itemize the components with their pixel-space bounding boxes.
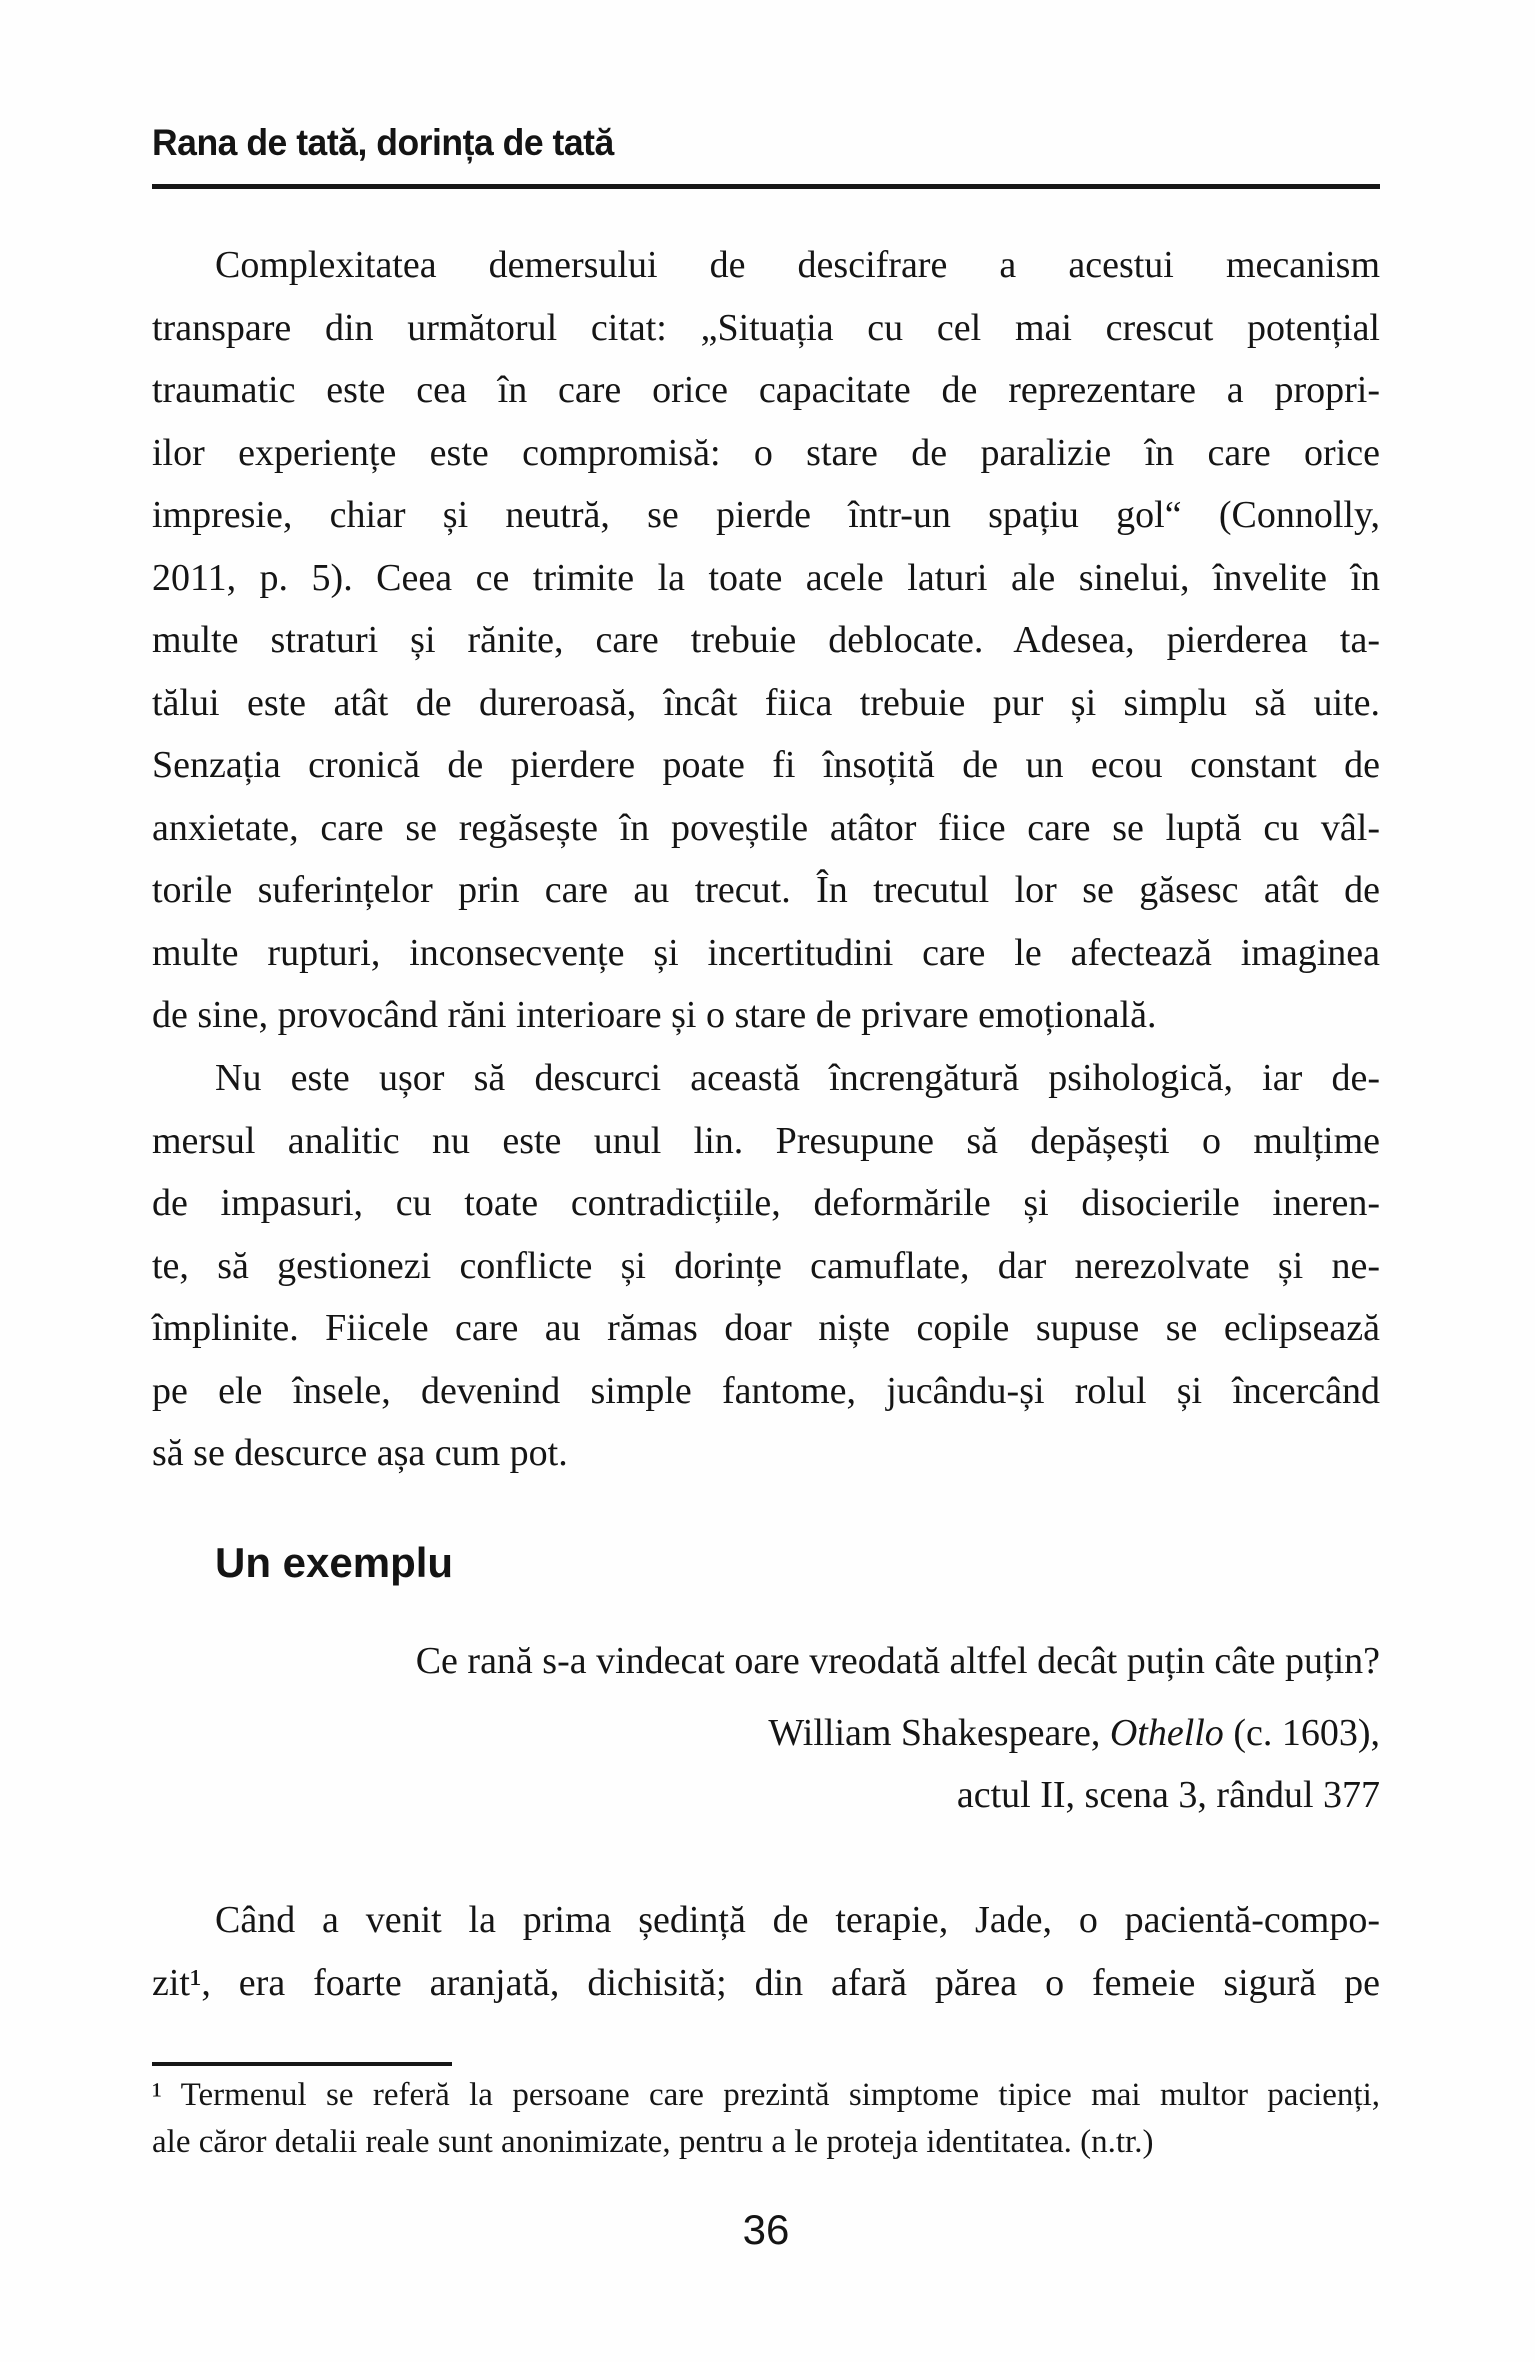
text-line: Când a venit la prima ședință de terapie, Jade, o pacientă-compo-	[215, 1899, 1380, 1941]
text-line: Nu este ușor să descurci această încrengătură psihologică, iar de-	[215, 1057, 1380, 1099]
section-heading: Un exemplu	[215, 1539, 454, 1586]
text-line: ¹ Termenul se referă la persoane care prezintă simptome tipice mai multor pacienți,	[152, 2077, 1380, 2113]
text-line: împlinite. Fiicele care au rămas doar niște copile supuse se eclipsează	[152, 1307, 1380, 1349]
text-line: multe rupturi, inconsecvențe și incertitudini care le afectează imaginea	[152, 931, 1380, 974]
paragraph-nu-este-usor	[152, 1047, 1380, 1485]
epigraph-attribution-location: actul II, scena 3, rândul 377	[956, 1774, 1380, 1816]
text-line: impresie, chiar și neutră, se pierde într-un spațiu gol“ (Connolly,	[152, 494, 1380, 536]
attribution-text: William Shakespeare,	[768, 1712, 1110, 1754]
text-line: zit¹, era foarte aranjată, dichisită; din afară părea o femeie sigură pe	[152, 1961, 1380, 2004]
attribution-text: (c. 1603),	[1223, 1712, 1380, 1754]
paragraph-complexitatea	[152, 234, 1380, 1047]
text-line: Complexitatea demersului de descifrare a acestui mecanism	[215, 244, 1380, 286]
epigraph-attribution-author	[152, 1702, 1380, 1765]
text-line: ilor experiențe este compromisă: o stare de paralizie în care orice	[152, 431, 1380, 474]
page-number: 36	[742, 2206, 790, 2253]
text-line: anxietate, care se regăsește în poveștile atâtor fiice care se luptă cu vâl-	[152, 806, 1380, 849]
text-line: de sine, provocând răni interioare și o stare de privare emoțională.	[152, 994, 1157, 1036]
text-line: traumatic este cea în care orice capacitate de reprezentare a propri-	[152, 369, 1380, 411]
text-line: torile suferințelor prin care au trecut. În trecutul lor se găsesc atât de	[152, 869, 1380, 911]
running-head: Rana de tată, dorința de tată	[152, 122, 614, 163]
text-line: să se descurce așa cum pot.	[152, 1432, 568, 1474]
text-line: te, să gestionezi conflicte și dorințe camuflate, dar nerezolvate și ne-	[152, 1244, 1380, 1287]
footnote	[152, 2072, 1380, 2166]
text-line: tălui este atât de dureroasă, încât fiica trebuie pur și simplu să uite.	[152, 681, 1380, 724]
text-line: multe straturi și rănite, care trebuie deblocate. Adesea, pierderea ta-	[152, 619, 1380, 661]
epigraph-quote: Ce rană s-a vindecat oare vreodată altfel decât puțin câte puțin?	[415, 1640, 1380, 1682]
text-line: ale căror detalii reale sunt anonimizate, pentru a le proteja identitatea. (n.tr.)	[152, 2124, 1154, 2160]
header-rule	[152, 184, 1380, 189]
text-line: pe ele însele, devenind simple fantome, jucându-și rolul și încercând	[152, 1369, 1380, 1412]
work-title-italic: Othello	[1109, 1712, 1224, 1754]
text-line: mersul analitic nu este unul lin. Presupune să depășești o mulțime	[152, 1119, 1380, 1162]
text-line: transpare din următorul citat: „Situația cu cel mai crescut potențial	[152, 306, 1380, 349]
footnote-rule	[152, 2062, 452, 2066]
text-line: 2011, p. 5). Ceea ce trimite la toate acele laturi ale sinelui, învelite în	[152, 556, 1380, 599]
text-line: Senzația cronică de pierdere poate fi însoțită de un ecou constant de	[152, 744, 1380, 786]
paragraph-cand-a-venit	[152, 1889, 1380, 2014]
text-line: de impasuri, cu toate contradicțiile, deformările și disocierile ineren-	[152, 1182, 1380, 1224]
